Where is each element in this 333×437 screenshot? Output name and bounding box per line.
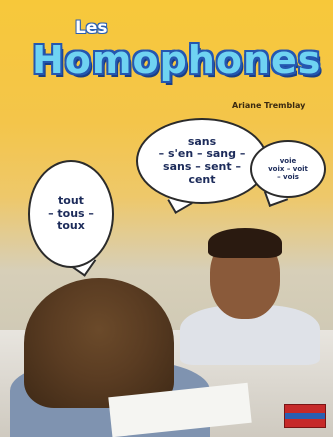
bubble-line: toux xyxy=(57,219,85,233)
bubble-line: sans – sent – xyxy=(163,160,241,173)
publisher-logo xyxy=(284,404,326,428)
book-title: Homophones xyxy=(32,38,322,82)
author-name: Ariane Tremblay xyxy=(232,101,306,110)
child-head-left xyxy=(24,278,174,408)
bubble-line: cent xyxy=(188,172,216,186)
child-hair-right xyxy=(208,228,282,258)
bubble-line: – vois xyxy=(277,173,299,182)
bubble-line: voie xyxy=(279,156,297,165)
speech-bubble-right xyxy=(250,140,326,198)
publisher-logo-stripe xyxy=(285,413,325,419)
bubble-line: – tous – xyxy=(48,206,94,220)
bubble-line: sans xyxy=(187,134,217,148)
bubble-line: – s'en – sang – xyxy=(158,147,246,161)
title-small: Les xyxy=(75,18,108,38)
speech-bubble-left xyxy=(28,160,114,268)
speech-bubble-center xyxy=(136,118,268,204)
bubble-line: voix – voit xyxy=(268,164,308,173)
bubble-line: tout xyxy=(58,194,84,208)
